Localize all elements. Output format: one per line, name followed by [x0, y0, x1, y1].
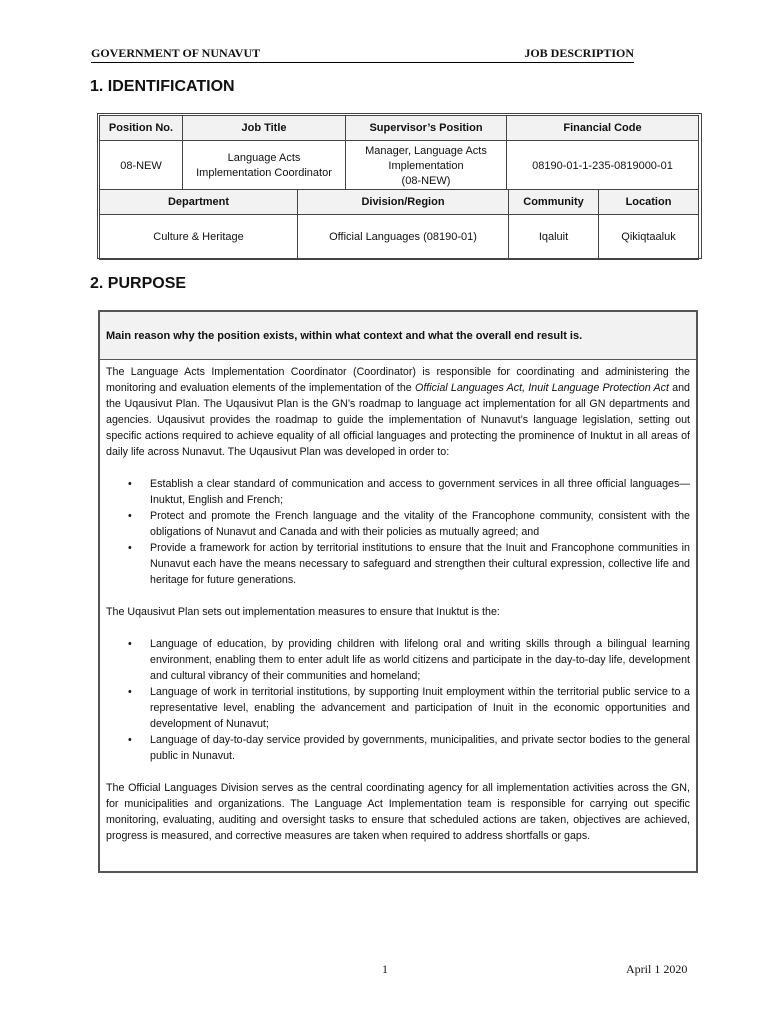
purpose-body	[100, 360, 696, 844]
supervisor-line-3: (08-NEW)	[401, 174, 451, 187]
job-title-line-2: Implementation Coordinator	[196, 167, 332, 179]
purpose-paragraph-1	[106, 364, 690, 460]
page-header	[91, 46, 634, 63]
list-item: • Language of work in territorial institutions, by supporting Inuit employment within the territorial public service to a representative level, enabling the advancement and participation of Inuit in the economic opportunities and development of Nunavut;	[150, 684, 690, 732]
footer-date: April 1 2020	[626, 962, 688, 976]
header-community: Community	[509, 190, 599, 215]
header-location: Location	[599, 190, 699, 215]
header-division: Division/Region	[298, 190, 509, 215]
supervisor-line-2: Implementation	[388, 159, 464, 172]
value-location: Qikiqtaaluk	[599, 215, 699, 260]
header-job-title: Job Title	[183, 116, 346, 141]
purpose-paragraph-3: The Official Languages Division serves as the central coordinating agency for all implementation activities across the GN, for municipalities and organizations. The Language Act Implementation team is responsible for carrying out specific monitoring, evaluating, auditing and oversight tasks to ensure that scheduled actions are taken, objectives are achieved, progress is measured, and corrective measures are taken when required to address shortfalls or gaps.	[106, 782, 690, 842]
supervisor-line-1: Manager, Language Acts	[365, 144, 487, 157]
inuktut-measures-list	[106, 636, 690, 764]
purpose-question: Main reason why the position exists, within what context and what the overall end result is.	[100, 312, 696, 360]
value-department: Culture & Heritage	[100, 215, 298, 260]
list-item: • Provide a framework for action by territorial institutions to ensure that the Inuit and Francophone communities in Nunavut each have the means necessary to safeguard and strengthen their cultural expression, collective life and heritage for future generations.	[150, 540, 690, 588]
p1-italic-acts: Official Languages Act, Inuit Language Protection Act	[415, 382, 669, 394]
value-position-no: 08-NEW	[100, 141, 183, 192]
page-number: 1	[382, 962, 388, 976]
header-department: Department	[100, 190, 298, 215]
job-title-line-1: Language Acts	[227, 152, 301, 164]
purpose-paragraph-2: The Uqausivut Plan sets out implementation measures to ensure that Inuktut is the:	[106, 606, 500, 618]
section-identification-title: 1. IDENTIFICATION	[90, 78, 235, 95]
list-item: • Establish a clear standard of communication and access to government services in all three official languages—Inuktut, English and French;	[150, 476, 690, 508]
value-supervisor	[346, 141, 507, 192]
header-position-no: Position No.	[100, 116, 183, 141]
purpose-box	[98, 310, 698, 873]
identification-table-lower	[99, 189, 699, 260]
plan-goals-list	[106, 476, 690, 588]
header-document-type: JOB DESCRIPTION	[524, 46, 634, 60]
value-community: Iqaluit	[509, 215, 599, 260]
value-financial-code: 08190-01-1-235-0819000-01	[507, 141, 699, 192]
section-purpose-title: 2. PURPOSE	[90, 275, 187, 292]
identification-table	[99, 115, 699, 192]
list-item: • Language of education, by providing children with lifelong oral and writing skills through a bilingual learning environment, enabling them to enter adult life as world citizens and participate in the day-to-day life, development and cultural vibrancy of their communities and homeland;	[150, 636, 690, 684]
list-item: • Protect and promote the French language and the vitality of the Francophone community, consistent with the obligations of Nunavut and Canada and with their policies as mutually agreed; and	[150, 508, 690, 540]
p1-text-a: The Language Acts Implementation Coordinator (Coordinator) is responsible for coordinating and administering the monitoring and evaluation elements of the implementation of the	[106, 366, 690, 394]
value-job-title	[183, 141, 346, 192]
header-financial-code: Financial Code	[507, 116, 699, 141]
p1-text-b: and the Uqausivut Plan. The Uqausivut Plan is the GN’s roadmap to language act implementation for all GN departments and agencies. Uqausivut provides the roadmap to guide the implementation of Nunavut’s language legislation, setting out specific actions required to achieve equality of all official languages and protecting the prominence of Inuktut in all areas of daily life across Nunavut. The Uqausivut Plan was developed in order to:	[106, 382, 690, 458]
value-division: Official Languages (08190-01)	[298, 215, 509, 260]
header-organization: GOVERNMENT OF NUNAVUT	[91, 46, 261, 60]
header-supervisor: Supervisor’s Position	[346, 116, 507, 141]
list-item: • Language of day-to-day service provided by governments, municipalities, and private sector bodies to the general public in Nunavut.	[150, 732, 690, 764]
